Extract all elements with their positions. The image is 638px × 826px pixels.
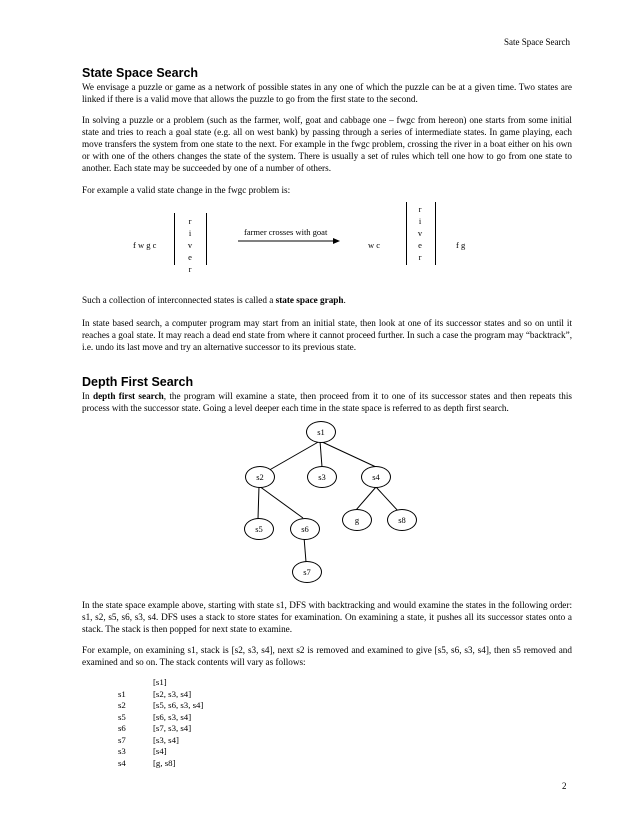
river-letter: e xyxy=(188,252,192,262)
tree-node-s8: s8 xyxy=(387,509,417,531)
bold-term: state space graph xyxy=(275,295,344,305)
tree-node-s4: s4 xyxy=(361,466,391,488)
paragraph: In solving a puzzle or a problem (such as the farmer, wolf, goat and cabbage one – fwgc from hereon) one starts from some initial state and tries to reach a goal state (e.g. all on west bank) by passing through a series of intermediate states. In game playing, each move transfers the system from one state to the next. For example in the fwgc problem, crossing the river in a boat either on his own or with one of the others changes the state of the system. There is usually a set of rules which tell one how to go from one state to another. Each state may be succeeded by one of a number of others. xyxy=(82,115,572,173)
state-cell: s6 xyxy=(118,723,126,733)
tree-node-s6: s6 xyxy=(290,518,320,540)
paragraph: In the state space example above, starting with state s1, DFS with backtracking and would examine the states in the following order: s1, s2, s5, s6, s3, s4. DFS uses a stack to store states for examination. On examining a state, it pushes all its successor states onto a stack. The stack is then popped for next state to examine. xyxy=(82,600,572,634)
state-cell: s5 xyxy=(118,711,126,722)
tree-node-s5: s5 xyxy=(244,518,274,540)
state-cell: s7 xyxy=(118,734,126,745)
state-cell: s1 xyxy=(118,688,126,699)
stack-cell: [s4] xyxy=(153,746,167,756)
river-letter: r xyxy=(418,252,422,262)
stack-cell: [s6, s3, s4] xyxy=(153,711,192,722)
river-letter: i xyxy=(188,228,192,238)
paragraph: For example a valid state change in the fwgc problem is: xyxy=(82,185,291,195)
right-state-right-bank: f g xyxy=(456,240,466,250)
stack-cell: [s3, s4] xyxy=(153,734,179,745)
left-bank-label: f w g c xyxy=(133,240,157,250)
paragraph: In state based search, a computer program may start from an initial state, then look at one of its successor states and so on until it reaches a goal state. It may reach a dead end state from where it cannot proceed further. In such a case the program may “backtrack”, i.e. undo its last move and try an alternative successor to its previous state. xyxy=(82,318,572,352)
text-run: . xyxy=(343,295,346,305)
bold-term: depth first search xyxy=(92,391,164,401)
tree-node-g: g xyxy=(342,509,372,531)
paragraph: For example, on examining s1, stack is [s2, s3, s4], next s2 is removed and examined to give [s5, s6, s3, s4], then s5 removed and examined and so on. The stack contents will vary as follows: xyxy=(82,645,572,667)
state-cell: s2 xyxy=(118,700,126,710)
move-label: farmer crosses with goat xyxy=(244,227,328,237)
text-run: Such a collection of interconnected states is called a xyxy=(82,295,276,305)
stack-cell: [s7, s3, s4] xyxy=(153,723,192,733)
stack-cell: [s1] xyxy=(153,677,167,687)
text-run: , the program will examine a state, then proceed from it to one of its successor states and then repeats this process with the successor state. Going a level deeper each time in the state space is referred to as depth first search. xyxy=(82,391,572,413)
river-letter: r xyxy=(188,264,192,274)
right-state-left-bank: w c xyxy=(368,240,381,250)
tree-node-s2: s2 xyxy=(245,466,275,488)
state-cell: s3 xyxy=(118,746,126,756)
stack-cell: [g, s8] xyxy=(153,757,176,768)
river-letter: v xyxy=(417,228,423,238)
running-header: Sate Space Search xyxy=(504,37,570,47)
river-letter: v xyxy=(187,240,193,250)
state-cell: s4 xyxy=(118,757,126,768)
river-letter: e xyxy=(418,240,422,250)
river-letter: r xyxy=(418,204,422,214)
page-number: 2 xyxy=(562,781,567,791)
river-letter: r xyxy=(188,216,192,226)
tree-node-s1: s1 xyxy=(306,421,336,443)
stack-cell: [s2, s3, s4] xyxy=(153,688,192,699)
tree-node-s7: s7 xyxy=(292,561,322,583)
tree-node-s3: s3 xyxy=(307,466,337,488)
stack-cell: [s5, s6, s3, s4] xyxy=(153,700,204,710)
paragraph: We envisage a puzzle or game as a network of possible states in any one of which the puzzle can be at a given time. Two states are linked if there is a valid move that allows the puzzle to go from the first state to the second. xyxy=(82,82,572,104)
river-letter: i xyxy=(418,216,422,226)
stack-table xyxy=(118,677,318,769)
text-run: In xyxy=(82,391,93,401)
section-heading-state-space-search: State Space Search xyxy=(82,66,199,80)
section-heading-depth-first-search: Depth First Search xyxy=(82,375,194,389)
